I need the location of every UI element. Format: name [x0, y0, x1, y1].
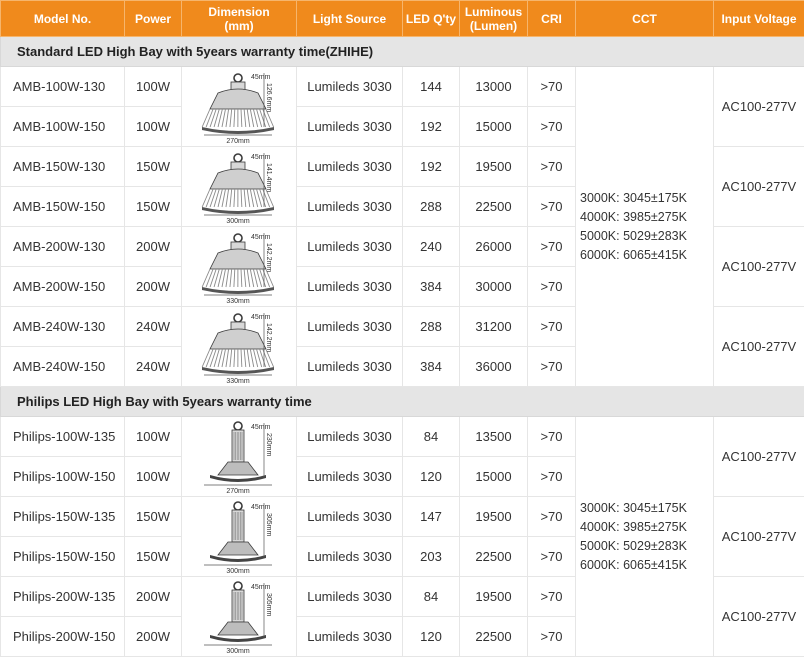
luminous-cell: 30000 [460, 267, 528, 307]
input-voltage-cell: AC100-277V [714, 67, 804, 147]
lamp-rim [210, 555, 266, 562]
dimension-cell [182, 417, 297, 497]
led-qty-cell: 120 [403, 457, 460, 497]
cct-cell [576, 417, 714, 657]
dimension-height-label: 230mm [265, 432, 272, 456]
cct-line: 6000K: 6065±415K [580, 247, 687, 262]
power-cell: 100W [125, 457, 182, 497]
dimension-height-label: 141.4mm [265, 162, 272, 192]
model-cell: AMB-100W-150 [1, 107, 125, 147]
dimension-top-label: 45mm [251, 153, 271, 161]
cct-cell [576, 67, 714, 387]
light-source-cell: Lumileds 3030 [297, 577, 403, 617]
power-cell: 150W [125, 497, 182, 537]
header-power: Power [125, 1, 182, 37]
cri-cell: >70 [528, 417, 576, 457]
model-cell: Philips-100W-135 [1, 417, 125, 457]
led-qty-cell: 288 [403, 307, 460, 347]
power-cell: 100W [125, 417, 182, 457]
dimension-figure [182, 419, 296, 495]
dimension-height-label: 142.2mm [265, 242, 272, 272]
model-cell: Philips-200W-150 [1, 617, 125, 657]
cri-cell: >70 [528, 307, 576, 347]
dimension-width-label: 270mm [226, 487, 250, 495]
dimension-figure [182, 579, 296, 655]
led-qty-cell: 144 [403, 67, 460, 107]
lamp-hook [234, 314, 242, 322]
light-source-cell: Lumileds 3030 [297, 537, 403, 577]
light-source-cell: Lumileds 3030 [297, 67, 403, 107]
power-cell: 200W [125, 617, 182, 657]
light-source-cell: Lumileds 3030 [297, 347, 403, 387]
dimension-figure [182, 309, 296, 385]
dimension-height-label: 126.6mm [265, 82, 272, 112]
lamp-fins [202, 269, 273, 287]
section-title: Standard LED High Bay with 5years warranty time(ZHIHE) [1, 37, 804, 67]
light-source-cell: Lumileds 3030 [297, 227, 403, 267]
light-source-cell: Lumileds 3030 [297, 307, 403, 347]
cct-line: 4000K: 3985±275K [580, 519, 687, 534]
input-voltage-cell: AC100-277V [714, 417, 804, 497]
lamp-body [210, 169, 266, 189]
cri-cell: >70 [528, 67, 576, 107]
table-row [1, 67, 804, 107]
lamp-fins [202, 109, 273, 127]
lamp-dimension-diagram [184, 499, 294, 575]
dimension-top-label: 45mm [251, 423, 271, 431]
lamp-rim [210, 475, 266, 482]
led-qty-cell: 147 [403, 497, 460, 537]
input-voltage-cell: AC100-277V [714, 147, 804, 227]
header-cct: CCT [576, 1, 714, 37]
luminous-cell: 19500 [460, 147, 528, 187]
header-light-source: Light Source [297, 1, 403, 37]
model-cell: AMB-240W-130 [1, 307, 125, 347]
lamp-rim [202, 127, 274, 134]
power-cell: 150W [125, 537, 182, 577]
lamp-rim [202, 367, 274, 374]
light-source-cell: Lumileds 3030 [297, 457, 403, 497]
cri-cell: >70 [528, 147, 576, 187]
power-cell: 240W [125, 347, 182, 387]
power-cell: 100W [125, 67, 182, 107]
dimension-top-label: 45mm [251, 313, 271, 321]
dimension-height-label: 142.2mm [265, 322, 272, 352]
dimension-cell [182, 497, 297, 577]
cri-cell: >70 [528, 577, 576, 617]
luminous-cell: 26000 [460, 227, 528, 267]
dimension-width-label: 300mm [226, 567, 250, 575]
led-qty-cell: 84 [403, 417, 460, 457]
dimension-width-label: 270mm [226, 137, 250, 145]
header-dimension-unit: (mm) [224, 18, 254, 33]
header-luminous-unit: (Lumen) [469, 18, 518, 33]
input-voltage-cell: AC100-277V [714, 227, 804, 307]
model-cell: AMB-200W-150 [1, 267, 125, 307]
model-cell: Philips-150W-135 [1, 497, 125, 537]
lamp-dimension-diagram [184, 229, 294, 305]
luminous-cell: 13000 [460, 67, 528, 107]
dimension-top-label: 45mm [251, 503, 271, 511]
cri-cell: >70 [528, 267, 576, 307]
light-source-cell: Lumileds 3030 [297, 147, 403, 187]
luminous-cell: 19500 [460, 577, 528, 617]
led-qty-cell: 288 [403, 187, 460, 227]
cri-cell: >70 [528, 617, 576, 657]
lamp-body [218, 462, 258, 475]
header-dimension-label: Dimension [208, 4, 270, 19]
lamp-hook [234, 582, 242, 590]
lamp-rim [202, 287, 274, 294]
lamp-body [210, 249, 266, 269]
luminous-cell: 22500 [460, 187, 528, 227]
lamp-hook [234, 154, 242, 162]
model-cell: AMB-100W-130 [1, 67, 125, 107]
light-source-cell: Lumileds 3030 [297, 617, 403, 657]
input-voltage-cell: AC100-277V [714, 497, 804, 577]
cct-line: 6000K: 6065±415K [580, 557, 687, 572]
light-source-cell: Lumileds 3030 [297, 267, 403, 307]
header-cri: CRI [528, 1, 576, 37]
header-led-qty: LED Q'ty [403, 1, 460, 37]
cct-line: 4000K: 3985±275K [580, 209, 687, 224]
cri-cell: >70 [528, 537, 576, 577]
dimension-cell [182, 227, 297, 307]
cct-line: 3000K: 3045±175K [580, 500, 687, 515]
cct-line: 5000K: 5029±283K [580, 538, 687, 553]
dimension-cell [182, 577, 297, 657]
led-qty-cell: 240 [403, 227, 460, 267]
header-row [1, 1, 804, 37]
led-qty-cell: 384 [403, 347, 460, 387]
led-qty-cell: 192 [403, 147, 460, 187]
model-cell: AMB-150W-150 [1, 187, 125, 227]
model-cell: AMB-200W-130 [1, 227, 125, 267]
light-source-cell: Lumileds 3030 [297, 417, 403, 457]
luminous-cell: 13500 [460, 417, 528, 457]
lamp-rim [202, 207, 274, 214]
table-row [1, 417, 804, 457]
cct-line: 3000K: 3045±175K [580, 190, 687, 205]
header-luminous [460, 1, 528, 37]
power-cell: 150W [125, 187, 182, 227]
spec-table-body [1, 37, 804, 657]
dimension-height-label: 305mm [265, 512, 272, 536]
led-qty-cell: 203 [403, 537, 460, 577]
power-cell: 240W [125, 307, 182, 347]
dimension-cell [182, 307, 297, 387]
dimension-height-label: 305mm [265, 592, 272, 616]
dimension-figure [182, 229, 296, 305]
lamp-dimension-diagram [184, 419, 294, 495]
input-voltage-cell: AC100-277V [714, 577, 804, 657]
cri-cell: >70 [528, 497, 576, 537]
lamp-hook [234, 502, 242, 510]
light-source-cell: Lumileds 3030 [297, 187, 403, 227]
luminous-cell: 15000 [460, 107, 528, 147]
luminous-cell: 15000 [460, 457, 528, 497]
dimension-top-label: 45mm [251, 233, 271, 241]
light-source-cell: Lumileds 3030 [297, 497, 403, 537]
lamp-dimension-diagram [184, 309, 294, 385]
lamp-fins [202, 349, 273, 367]
section-header-row [1, 37, 804, 67]
led-qty-cell: 120 [403, 617, 460, 657]
light-source-cell: Lumileds 3030 [297, 107, 403, 147]
section-header-row [1, 387, 804, 417]
dimension-figure [182, 149, 296, 225]
lamp-body [210, 89, 266, 109]
lamp-dimension-diagram [184, 69, 294, 145]
dimension-width-label: 300mm [226, 217, 250, 225]
dimension-top-label: 45mm [251, 583, 271, 591]
dimension-figure [182, 499, 296, 575]
power-cell: 150W [125, 147, 182, 187]
lamp-fins [202, 189, 273, 207]
lamp-hook [234, 422, 242, 430]
model-cell: Philips-100W-150 [1, 457, 125, 497]
lamp-hook [234, 74, 242, 82]
lamp-body [218, 542, 258, 555]
luminous-cell: 22500 [460, 617, 528, 657]
header-luminous-label: Luminous [464, 4, 523, 19]
cri-cell: >70 [528, 347, 576, 387]
cri-cell: >70 [528, 187, 576, 227]
header-input-voltage: Input Voltage [714, 1, 804, 37]
dimension-width-label: 300mm [226, 647, 250, 655]
luminous-cell: 31200 [460, 307, 528, 347]
lamp-body [210, 329, 266, 349]
luminous-cell: 36000 [460, 347, 528, 387]
cri-cell: >70 [528, 107, 576, 147]
model-cell: Philips-200W-135 [1, 577, 125, 617]
model-cell: AMB-150W-130 [1, 147, 125, 187]
power-cell: 200W [125, 267, 182, 307]
section-title: Philips LED High Bay with 5years warranty time [1, 387, 804, 417]
led-qty-cell: 384 [403, 267, 460, 307]
model-cell: AMB-240W-150 [1, 347, 125, 387]
lamp-rim [210, 635, 266, 642]
header-model: Model No. [1, 1, 125, 37]
lamp-dimension-diagram [184, 149, 294, 225]
dimension-width-label: 330mm [226, 297, 250, 305]
luminous-cell: 19500 [460, 497, 528, 537]
led-qty-cell: 84 [403, 577, 460, 617]
lamp-body [218, 622, 258, 635]
cri-cell: >70 [528, 227, 576, 267]
lamp-dimension-diagram [184, 579, 294, 655]
header-dimension [182, 1, 297, 37]
dimension-cell [182, 147, 297, 227]
dimension-width-label: 330mm [226, 377, 250, 385]
power-cell: 200W [125, 577, 182, 617]
power-cell: 200W [125, 227, 182, 267]
cct-line: 5000K: 5029±283K [580, 228, 687, 243]
cri-cell: >70 [528, 457, 576, 497]
dimension-figure [182, 69, 296, 145]
power-cell: 100W [125, 107, 182, 147]
input-voltage-cell: AC100-277V [714, 307, 804, 387]
luminous-cell: 22500 [460, 537, 528, 577]
led-qty-cell: 192 [403, 107, 460, 147]
model-cell: Philips-150W-150 [1, 537, 125, 577]
lamp-hook [234, 234, 242, 242]
dimension-top-label: 45mm [251, 73, 271, 81]
dimension-cell [182, 67, 297, 147]
